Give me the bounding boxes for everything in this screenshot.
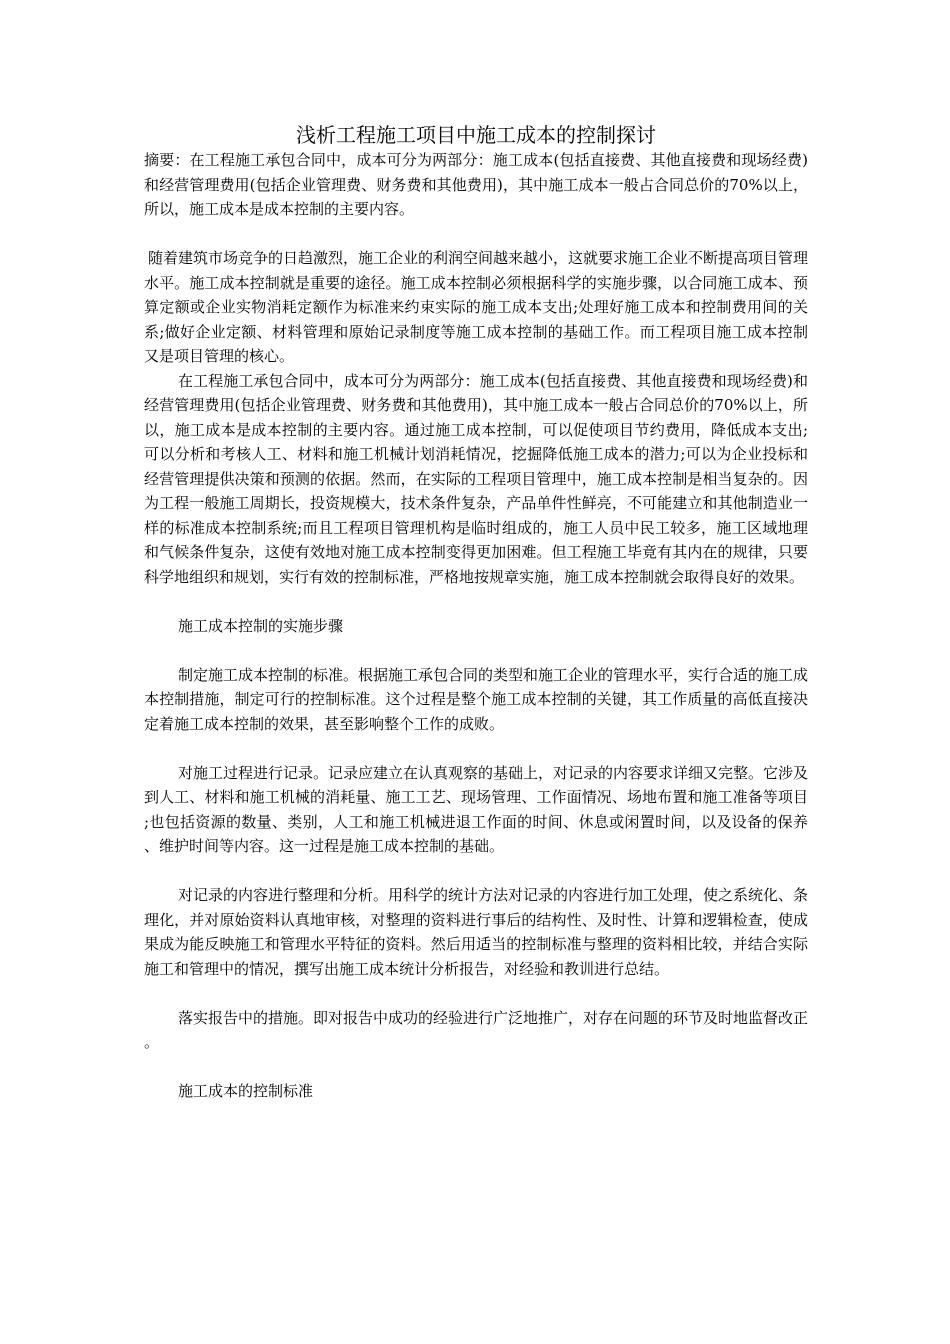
section-heading-implementation-steps: 施工成本控制的实施步骤 <box>178 616 344 635</box>
body-paragraph-1: 随着建筑市场竞争的日趋激烈，施工企业的利润空间越来越小，这就要求施工企业不断提高项目管理水平。施工成本控制就是重要的途径。施工成本控制必须根据科学的实施步骤，以合同施工成本、预算定额或企业实物消耗定额作为标准来约束实际的施工成本支出;处理好施工成本和控制费用间的关系;做好企业定额、材料管理和原始记录制度等施工成本控制的基础工作。而工程项目施工成本控制又是项目管理的核心。 <box>144 249 809 365</box>
body-paragraph-6: 落实报告中的措施。即对报告中成功的经验进行广泛地推广，对存在问题的环节及时地监督改正。 <box>144 1008 809 1051</box>
paragraph-gap <box>144 859 808 884</box>
paragraph-gap <box>144 222 808 247</box>
body-paragraph-5: 对记录的内容进行整理和分析。用科学的统计方法对记录的内容进行加工处理，使之系统化、条理化，并对原始资料认真地审核，对整理的资料进行事后的结构性、及时性、计算和逻辑检查，使成果成为能反映施工和管理水平特征的资料。然后用适当的控制标准与整理的资料相比较，并结合实际施工和管理中的情况，撰写出施工成本统计分析报告，对经验和教训进行总结。 <box>144 886 809 978</box>
abstract-paragraph: 摘要：在工程施工承包合同中，成本可分为两部分：施工成本(包括直接费、其他直接费和现场经费)和经营管理费用(包括企业管理费、财务费和其他费用)，其中施工成本一般占合同总价的70%以上，所以，施工成本是成本控制的主要内容。 <box>144 151 808 218</box>
body-paragraph-4: 对施工过程进行记录。记录应建立在认真观察的基础上，对记录的内容要求详细又完整。它涉及到人工、材料和施工机械的消耗量、施工工艺、现场管理、工作面情况、场地布置和施工准备等项目;也包括资源的数量、类别，人工和施工机械进退工作面的时间、休息或闲置时间，以及设备的保养、维护时间等内容。这一过程是施工成本控制的基础。 <box>144 763 809 855</box>
body-paragraph-2: 在工程施工承包合同中，成本可分为两部分：施工成本(包括直接费、其他直接费和现场经费)和经营管理费用(包括企业管理费、财务费和其他费用)，其中施工成本一般占合同总价的70%以上，所以，施工成本是成本控制的主要内容。通过施工成本控制，可以促使项目节约费用，降低成本支出;可以分析和考核人工、材料和施工机械计划消耗情况，挖掘降低施工成本的潜力;可以为企业投标和经营管理提供决策和预测的依据。然而，在实际的工程项目管理中，施工成本控制是相当复杂的。因为工程一般施工周期长，投资规模大，技术条件复杂，产品单件性鲜亮，不可能建立和其他制造业一样的标准成本控制系统;而且工程项目管理机构是临时组成的，施工人员中民工较多，施工区域地理和气候条件复杂，这使有效地对施工成本控制变得更加困难。但工程施工毕竟有其内在的规律，只要科学地组织和规划，实行有效的控制标准，严格地按规章实施，施工成本控制就会取得良好的效果。 <box>144 371 808 586</box>
body-paragraph-3: 制定施工成本控制的标准。根据施工承包合同的类型和施工企业的管理水平，实行合适的施工成本控制措施，制定可行的控制标准。这个过程是整个施工成本控制的关键，其工作质量的高低直接决定着施工成本控制的效果，甚至影响整个工作的成败。 <box>144 665 809 733</box>
paragraph-gap <box>144 638 808 663</box>
paragraph-gap <box>144 1055 808 1080</box>
paragraph-gap <box>144 589 808 614</box>
paragraph-gap <box>144 736 808 761</box>
section-heading-control-standards: 施工成本的控制标准 <box>178 1082 314 1100</box>
document-page <box>144 122 808 1104</box>
document-title: 浅析工程施工项目中施工成本的控制探讨 <box>296 123 656 147</box>
paragraph-gap <box>144 981 808 1006</box>
